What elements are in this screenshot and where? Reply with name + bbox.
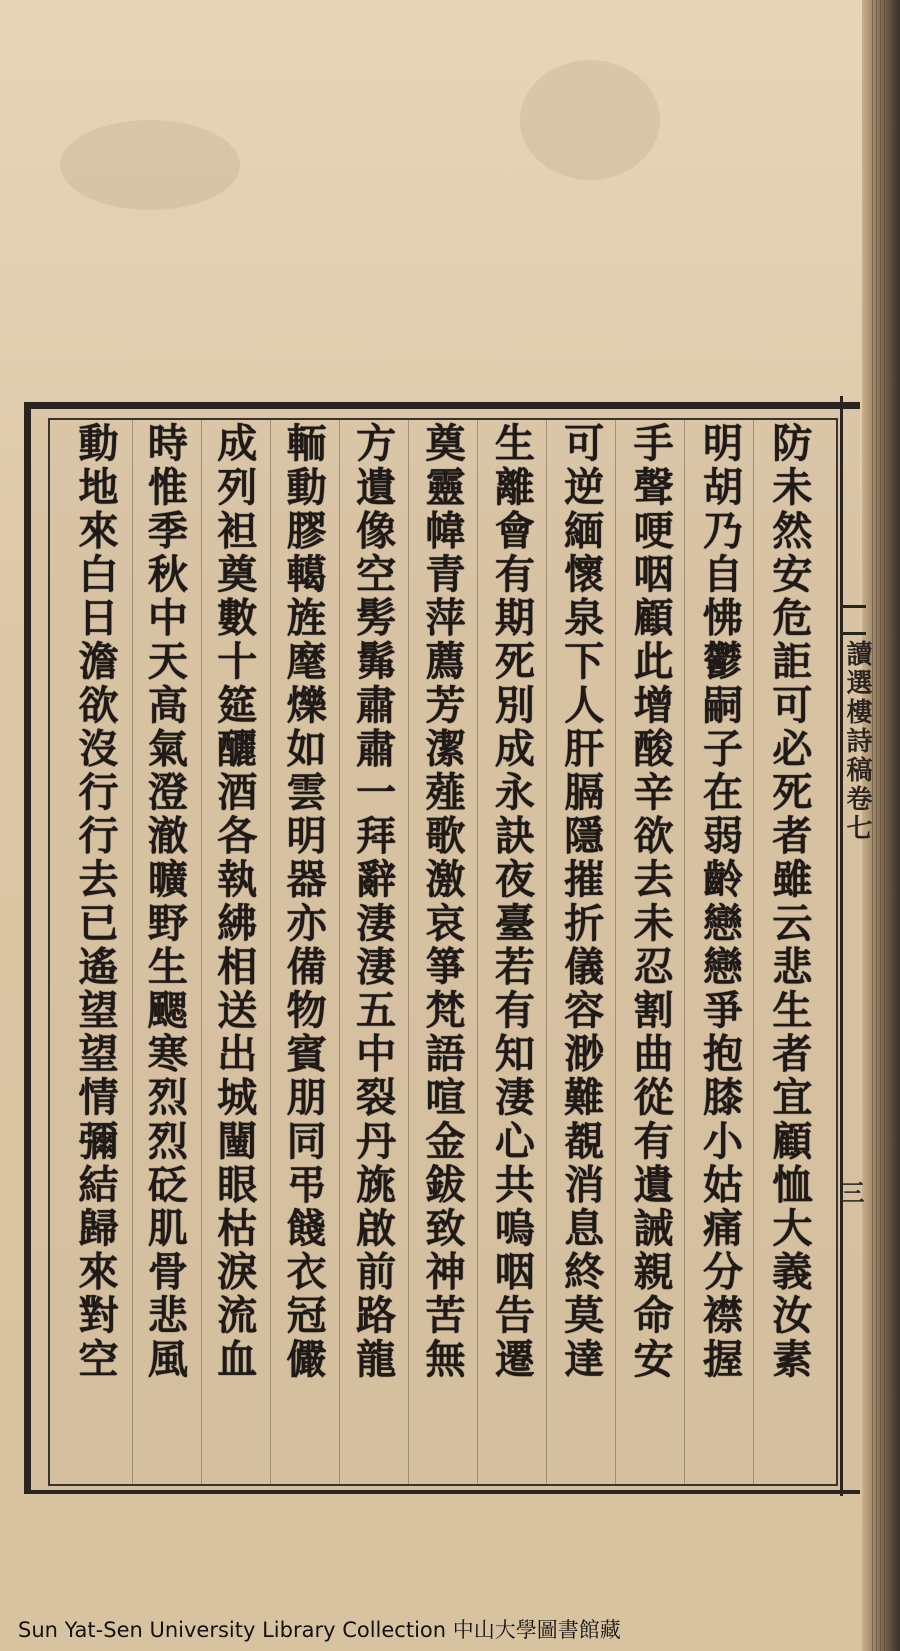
text-column-8: 輀動膠轕旌麾爍如雲明器亦備物賓朋同弔餞衣冠儼 <box>280 422 328 1382</box>
text-column-10: 時惟季秋中天高氣澄澈曠野生颸寒烈烈砭肌骨悲風 <box>141 422 189 1382</box>
page-edge-lines <box>872 0 888 1651</box>
text-column-9: 成列袒奠數十筵釃酒各執紼相送出城闉眼枯淚流血 <box>210 422 258 1382</box>
collection-caption: Sun Yat-Sen University Library Collection 中山大學圖書館藏 <box>18 1618 621 1642</box>
text-column-7: 方遺像空髣髴肅肅一拜辭淒淒五中裂丹旐啟前路龍 <box>349 422 397 1382</box>
banxin-title: 讀選樓詩稿卷七 <box>842 640 872 843</box>
text-column-3: 手聲哽咽顧此增酸辛欲去未忍割曲從有遺誡親命安 <box>627 422 675 1382</box>
paper-stain <box>60 120 240 210</box>
text-column-6: 奠靈幃青萍薦芳潔薤歌激哀箏梵語喧金鈸致神苦無 <box>418 422 466 1382</box>
poem-text-block <box>62 422 822 1482</box>
banxin-column <box>836 396 871 1496</box>
text-column-2: 明胡乃自怫鬱嗣子在弱齡戀戀爭抱膝小姑痛分襟握 <box>696 422 744 1382</box>
banxin-page-number: 三 <box>836 1180 865 1204</box>
paper-stain <box>520 60 660 180</box>
text-column-5: 生離會有期死別成永訣夜臺若有知淒心共嗚咽告遷 <box>488 422 536 1382</box>
banxin-fishtail <box>840 605 866 635</box>
text-column-4: 可逆緬懷泉下人肝膈隱摧折儀容渺難覩消息終莫達 <box>557 422 605 1382</box>
text-column-11: 動地來白日澹欲沒行行去已遙望望情彌結歸來對空 <box>72 422 119 1382</box>
text-column-1: 防未然安危詎可必死者雖云悲生者宜顧恤大義汝素 <box>765 422 813 1382</box>
